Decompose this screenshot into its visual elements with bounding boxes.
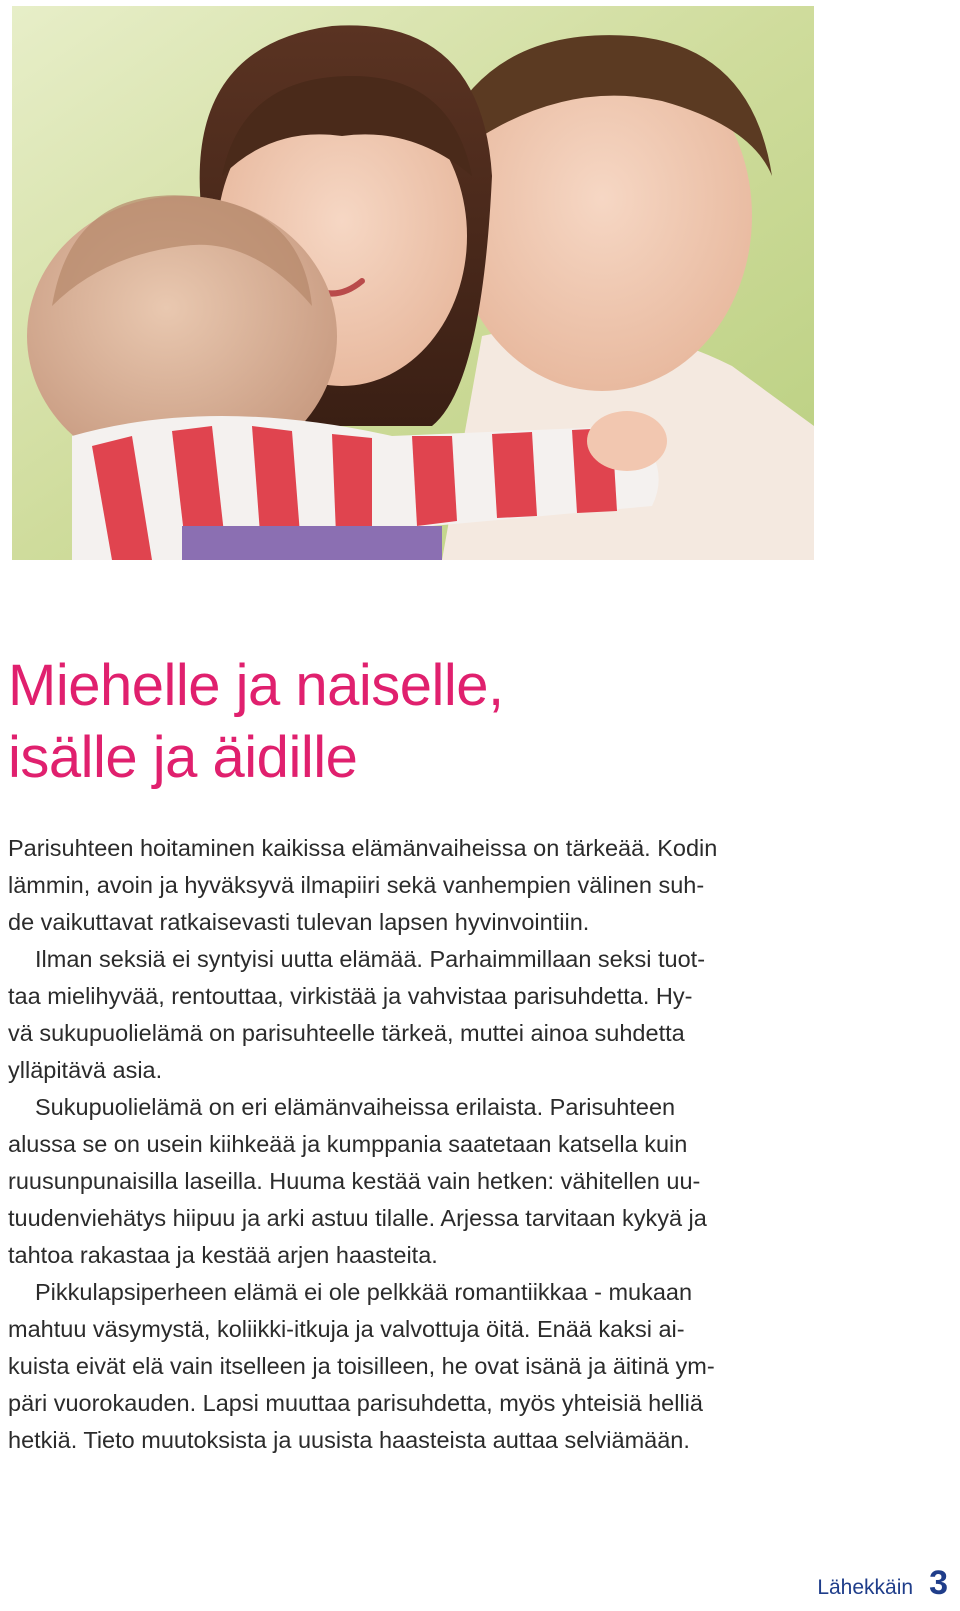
paragraph-line: mahtuu väsymystä, koliikki-itkuja ja valvottuja öitä. Enää kaksi ai- <box>8 1316 685 1342</box>
article-body <box>8 830 828 1459</box>
paragraph-line: kuista eivät elä vain itselleen ja toisilleen, he ovat isänä ja äitinä ym- <box>8 1353 715 1379</box>
paragraph-line: lämmin, avoin ja hyväksyvä ilmapiiri sekä vanhempien välinen suh- <box>8 872 705 898</box>
paragraph-line: Parisuhteen hoitaminen kaikissa elämänvaiheissa on tärkeää. Kodin <box>8 835 718 861</box>
paragraph-line: tuudenviehätys hiipuu ja arki astuu tilalle. Arjessa tarvitaan kykyä ja <box>8 1205 707 1231</box>
page-footer <box>817 1564 948 1603</box>
paragraph-line: ylläpitävä asia. <box>8 1057 163 1083</box>
paragraph-line: Ilman seksiä ei syntyisi uutta elämää. Parhaimmillaan seksi tuot- <box>35 946 706 972</box>
family-photo <box>12 6 814 560</box>
paragraph-1 <box>8 830 828 941</box>
paragraph-line: päri vuorokauden. Lapsi muuttaa parisuhdetta, myös yhteisiä helliä <box>8 1390 703 1416</box>
article-title-line-1: Miehelle ja naiselle, <box>8 653 504 718</box>
paragraph-line: Pikkulapsiperheen elämä ei ole pelkkää romantiikkaa - mukaan <box>35 1279 693 1305</box>
paragraph-line: ruusunpunaisilla laseilla. Huuma kestää vain hetken: vähitellen uu- <box>8 1168 701 1194</box>
family-photo-illustration <box>12 6 814 560</box>
paragraph-line: de vaikuttavat ratkaisevasti tulevan lapsen hyvinvointiin. <box>8 909 590 935</box>
paragraph-line: vä sukupuolielämä on parisuhteelle tärkeä, muttei ainoa suhdetta <box>8 1020 685 1046</box>
paragraph-line: tahtoa rakastaa ja kestää arjen haasteita. <box>8 1242 438 1268</box>
paragraph-line: hetkiä. Tieto muutoksista ja uusista haasteista auttaa selviämään. <box>8 1427 690 1453</box>
paragraph-line: taa mielihyvää, rentouttaa, virkistää ja vahvistaa parisuhdetta. Hy- <box>8 983 693 1009</box>
paragraph-line: alussa se on usein kiihkeää ja kumppania saatetaan katsella kuin <box>8 1131 688 1157</box>
paragraph-4 <box>8 1274 828 1459</box>
article-title <box>8 650 504 794</box>
publication-name: Lähekkäin <box>817 1576 914 1599</box>
paragraph-2 <box>8 941 828 1089</box>
paragraph-line: Sukupuolielämä on eri elämänvaiheissa erilaista. Parisuhteen <box>35 1094 676 1120</box>
page-number: 3 <box>929 1564 948 1602</box>
article-title-line-2: isälle ja äidille <box>8 725 358 790</box>
paragraph-3 <box>8 1089 828 1274</box>
